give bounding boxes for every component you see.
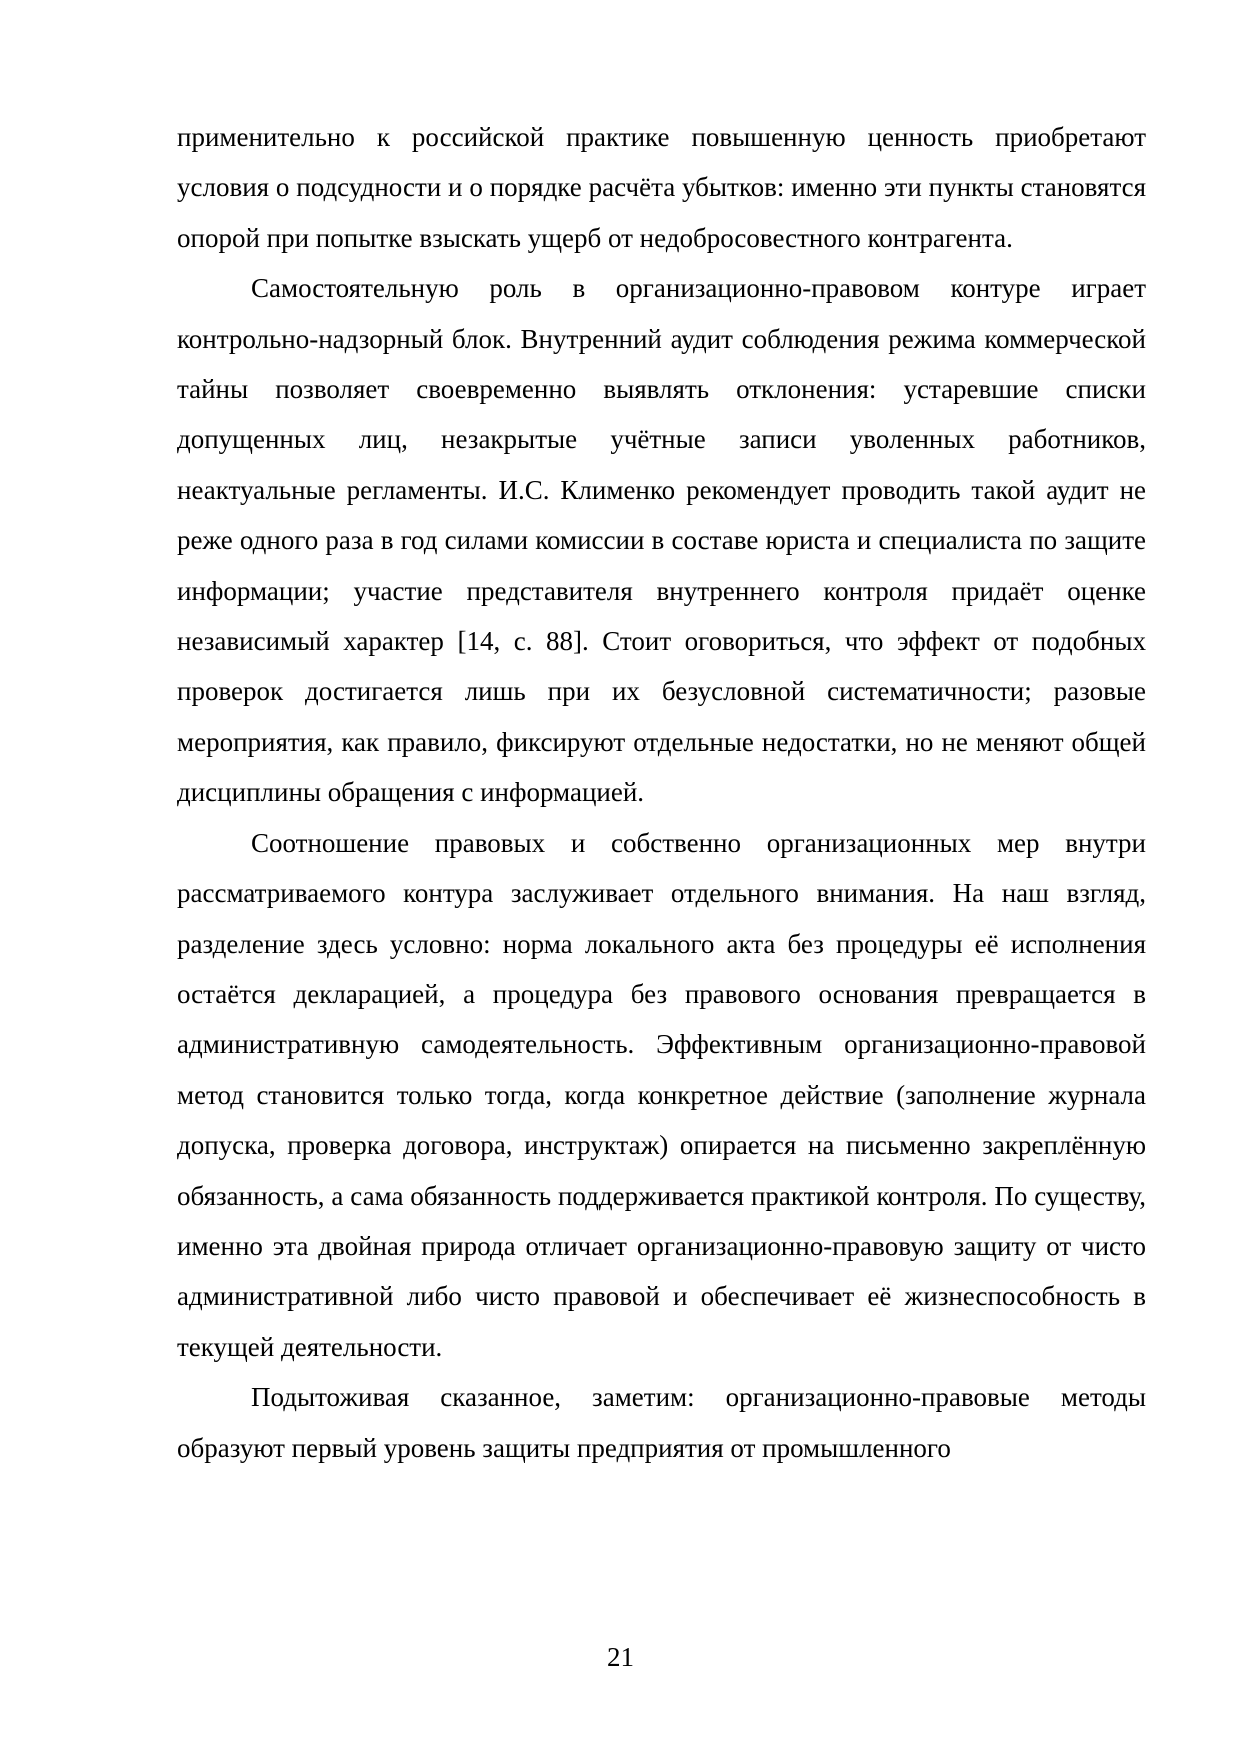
- paragraph-summary: Подытоживая сказанное, заметим: организационно-правовые методы образуют первый уровень защиты предприятия от промышленного: [177, 1382, 1146, 1463]
- paragraph-correlation: Соотношение правовых и собственно организационных мер внутри рассматриваемого контура заслуживает отдельного внимания. На наш взгляд, разделение здесь условно: норма локального акта без процедуры её исполнения остаётся декларацией, а процедура без правового основания превращается в административную самодеятельность. Эффективным организационно-правовой метод становится только тогда, когда конкретное действие (заполнение журнала допуска, проверка договора, инструктаж) опирается на письменно закреплённую обязанность, а сама обязанность поддерживается практикой контроля. По существу, именно эта двойная природа отличает организационно-правовую защиту от чисто административной либо чисто правовой и обеспечивает её жизнеспособность в текущей деятельности.: [177, 827, 1146, 1362]
- page-number: 21: [607, 1642, 634, 1672]
- paragraph-audit: Самостоятельную роль в организационно-правовом контуре играет контрольно-надзорный блок. Внутренний аудит соблюдения режима коммерческой тайны позволяет своевременно выявлять отклонения: устаревшие списки допущенных лиц, незакрытые учётные записи уволенных работников, неактуальные регламенты. И.С. Клименко рекомендует проводить такой аудит не реже одного раза в год силами комиссии в составе юриста и специалиста по защите информации; участие представителя внутреннего контроля придаёт оценке независимый характер [14, с. 88]. Стоит оговориться, что эффект от подобных проверок достигается лишь при их безусловной систематичности; разовые мероприятия, как правило, фиксируют отдельные недостатки, но не меняют общей дисциплины обращения с информацией.: [177, 273, 1146, 808]
- paragraph-continuation: применительно к российской практике повышенную ценность приобретают условия о подсудности и о порядке расчёта убытков: именно эти пункты становятся опорой при попытке взыскать ущерб от недобросовестного контрагента.: [177, 122, 1146, 253]
- body-text: [177, 112, 1146, 1473]
